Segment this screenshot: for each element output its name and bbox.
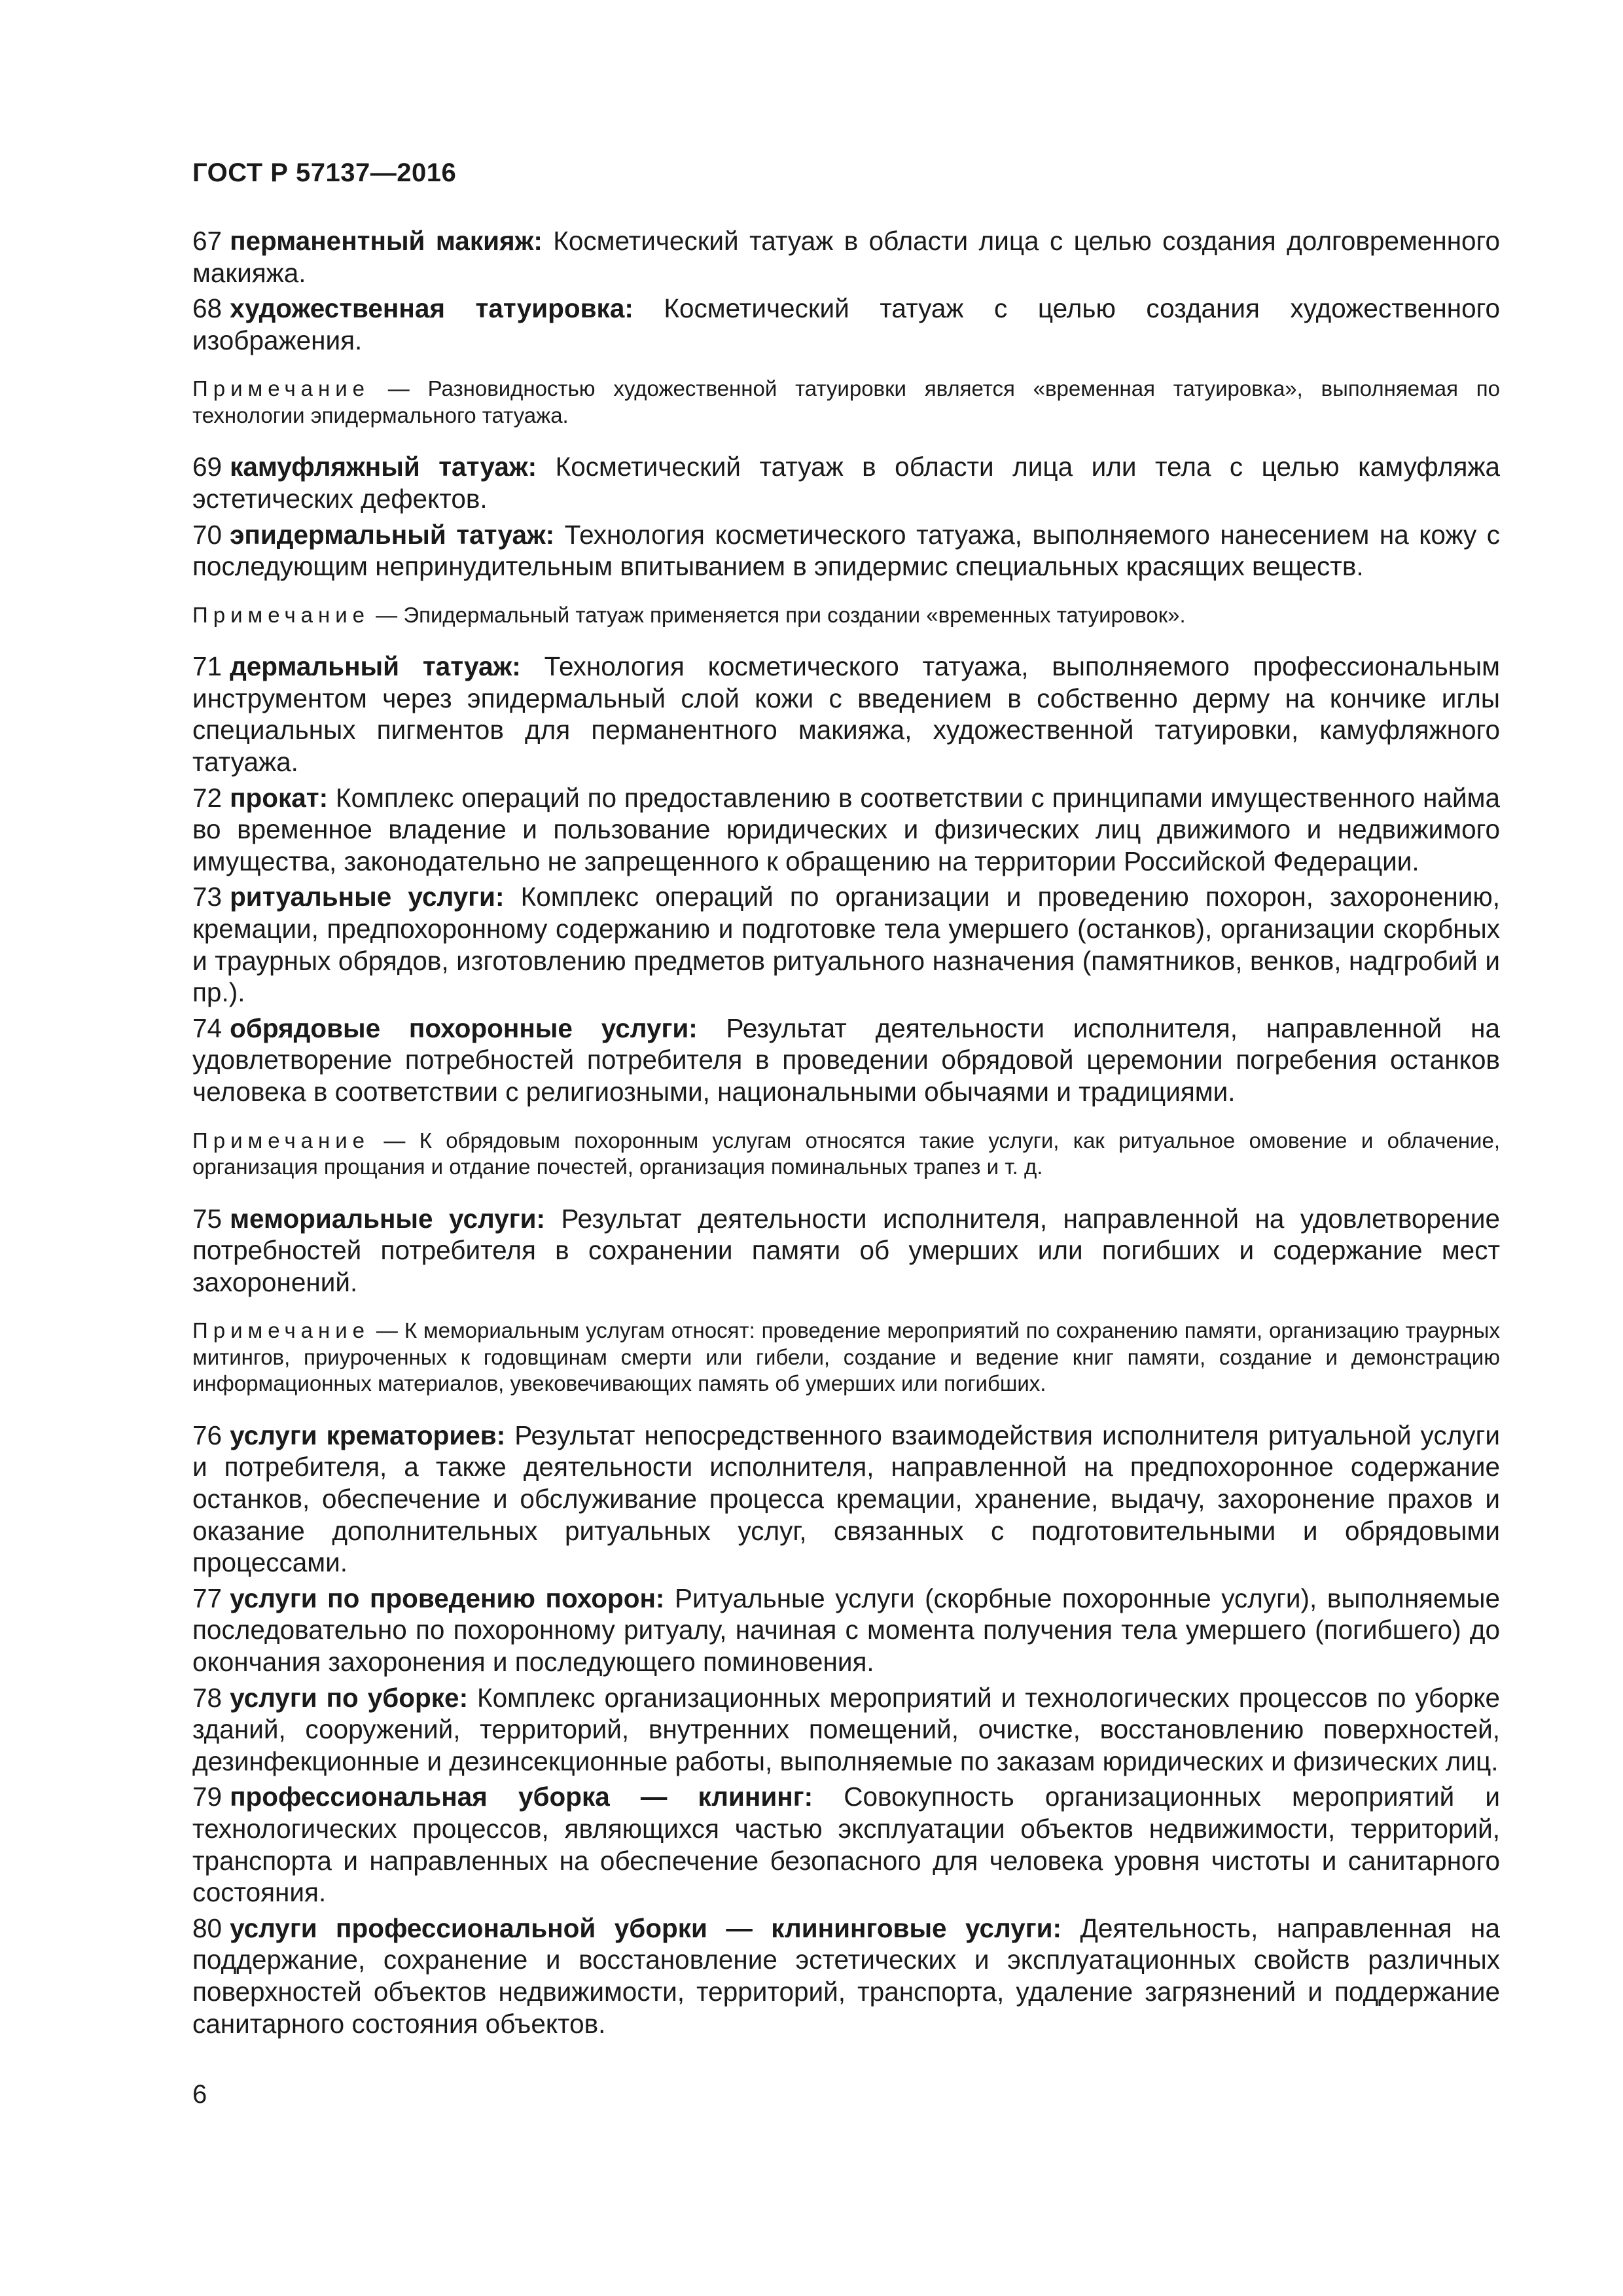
term-definition [192,1583,1500,1678]
term-text: Результат деятельности исполнителя, направленной на удовлетворение потребностей потребителя в проведении обрядовой церемонии погребения останков человека в соответствии с религиозными, национальными обычаями и традициями. [192,1013,1500,1107]
term-number: 67 [192,226,223,256]
term-number: 78 [192,1682,223,1713]
term-text: Технология косметического татуажа, выполняемого нанесением на кожу с последующим непринудительным впитыванием в эпидермис специальных красящих веществ. [192,519,1500,582]
term-number: 74 [192,1013,223,1043]
term-name: обрядовые похоронные услуги: [230,1013,698,1043]
term-definition [192,1203,1500,1299]
term-text: Совокупность организационных мероприятий и технологических процессов, являющихся частью эксплуатации объектов недвижимости, территорий, транспорта и направленных на обеспечение безопасного для человека уровня чистоты и санитарного состояния. [192,1782,1501,1908]
term-number: 69 [192,452,223,482]
term-number: 73 [192,882,223,912]
term-name: ритуальные услуги: [230,882,505,912]
term-name: услуги по уборке: [230,1682,469,1713]
term-definition [192,451,1500,514]
term-name: прокат: [230,782,329,813]
term-number: 72 [192,782,223,813]
term-name: дермальный татуаж: [230,651,521,682]
term-definition [192,225,1500,289]
note-dash: — [370,602,404,627]
term-text: Комплекс организационных мероприятий и технологических процессов по уборке зданий, сооружений, территорий, внутренних помещений, очистке, восстановлению поверхностей, дезинфекционные и дезинсекционные работы, выполняемые по заказам юридических и физических лиц. [192,1682,1500,1776]
term-definition [192,1912,1500,2039]
note-text: К мемориальным услугам относят: проведение мероприятий по сохранению памяти, организацию траурных митингов, приуроченных к годовщинам смерти или гибели, создание и ведение книг памяти, создание и демонстрацию информационных материалов, увековечивающих память об умерших или погибших. [192,1318,1500,1396]
term-number: 68 [192,293,223,324]
term-name: эпидермальный татуаж: [230,519,555,550]
term-number: 77 [192,1583,223,1613]
term-number: 71 [192,651,223,682]
term-name: услуги по проведению похорон: [230,1583,665,1613]
note [192,1318,1500,1397]
note-text: Эпидермальный татуаж применяется при создании «временных татуировок». [403,602,1186,627]
term-definition [192,1013,1500,1108]
note-label: Примечание [192,1128,370,1153]
note [192,602,1500,629]
term-text: Деятельность, направленная на поддержание, сохранение и восстановление эстетических и эксплуатационных свойств различных поверхностей объектов недвижимости, территорий, транспорта, удаление загрязнений и поддержание санитарного состояния объектов. [192,1912,1500,2039]
term-name: профессиональная уборка — клининг: [230,1782,813,1812]
term-number: 79 [192,1782,223,1812]
term-text: Результат непосредственного взаимодействия исполнителя ритуальной услуги и потребителя, а также деятельности исполнителя, направленной на предпохоронное содержание останков, обеспечение и обслуживание процесса кремации, хранение, выдачу, захоронение прахов и оказание дополнительных ритуальных услуг, связанных с подготовительными и обрядовыми процессами. [192,1420,1500,1578]
term-text: Результат деятельности исполнителя, направленной на удовлетворение потребностей потребителя в сохранении памяти об умерших или погибших и содержание мест захоронений. [192,1203,1500,1297]
term-number: 70 [192,519,223,550]
note-label: Примечание [192,602,370,627]
term-name: мемориальные услуги: [230,1203,545,1234]
term-definition [192,651,1500,778]
term-definition [192,1781,1500,1908]
note-label: Примечание [192,376,370,401]
term-definition [192,293,1500,356]
note-dash: — [370,376,428,401]
term-number: 75 [192,1203,223,1234]
term-definition [192,1682,1500,1778]
term-definition [192,881,1500,1008]
term-name: услуги профессиональной уборки — клининговые услуги: [230,1912,1062,1943]
term-text: Комплекс операций по предоставлению в соответствии с принципами имущественного найма во временное владение и пользование юридических и физических лиц движимого и недвижимого имущества, законодательно не запрещенного к обращению на территории Российской Федерации. [192,782,1500,876]
note-dash: — [370,1128,419,1153]
term-name: услуги крематориев: [230,1420,506,1450]
term-text: Комплекс операций по организации и проведению похорон, захоронению, кремации, предпохоронному содержанию и подготовке тела умершего (останков), организации скорбных и траурных обрядов, изготовлению предметов ритуального назначения (памятников, венков, надгробий и пр.). [192,882,1500,1008]
note-text: К обрядовым похоронным услугам относятся такие услуги, как ритуальное омовение и облачение, организация прощания и отдание почестей, организация поминальных трапез и т. д. [192,1128,1500,1179]
term-name: камуфляжный татуаж: [230,452,537,482]
page-number: 6 [192,2080,207,2109]
term-text: Ритуальные услуги (скорбные похоронные услуги), выполняемые последовательно по похоронному ритуалу, начиная с момента получения тела умершего (погибшего) до окончания захоронения и последующего поминовения. [192,1583,1500,1677]
document-code: ГОСТ Р 57137—2016 [192,158,457,187]
term-text: Косметический татуаж в области лица или тела с целью камуфляжа эстетических дефектов. [192,452,1501,514]
note-dash: — [370,1318,404,1343]
term-definition [192,519,1500,583]
note [192,376,1500,429]
note [192,1128,1500,1181]
note-label: Примечание [192,1318,370,1343]
term-number: 80 [192,1912,223,1943]
term-text: Технология косметического татуажа, выполняемого профессиональным инструментом через эпидермальный слой кожи с введением в собственно дерму на кончике иглы специальных пигментов для перманентного макияжа, художественной татуировки, камуфляжного татуажа. [192,651,1500,778]
term-text: Косметический татуаж в области лица с целью создания долговременного макияжа. [192,226,1500,288]
term-number: 76 [192,1420,223,1450]
note-text: Разновидностью художественной татуировки является «временная татуировка», выполняемая по технологии эпидермального татуажа. [192,376,1500,427]
term-name: перманентный макияж: [230,226,543,256]
document-page [192,0,1500,2296]
terms-list [192,225,1500,2043]
term-definition [192,782,1500,878]
term-text: Косметический татуаж с целью создания художественного изображения. [192,293,1500,355]
term-name: художественная татуировка: [230,293,633,324]
term-definition [192,1420,1500,1579]
